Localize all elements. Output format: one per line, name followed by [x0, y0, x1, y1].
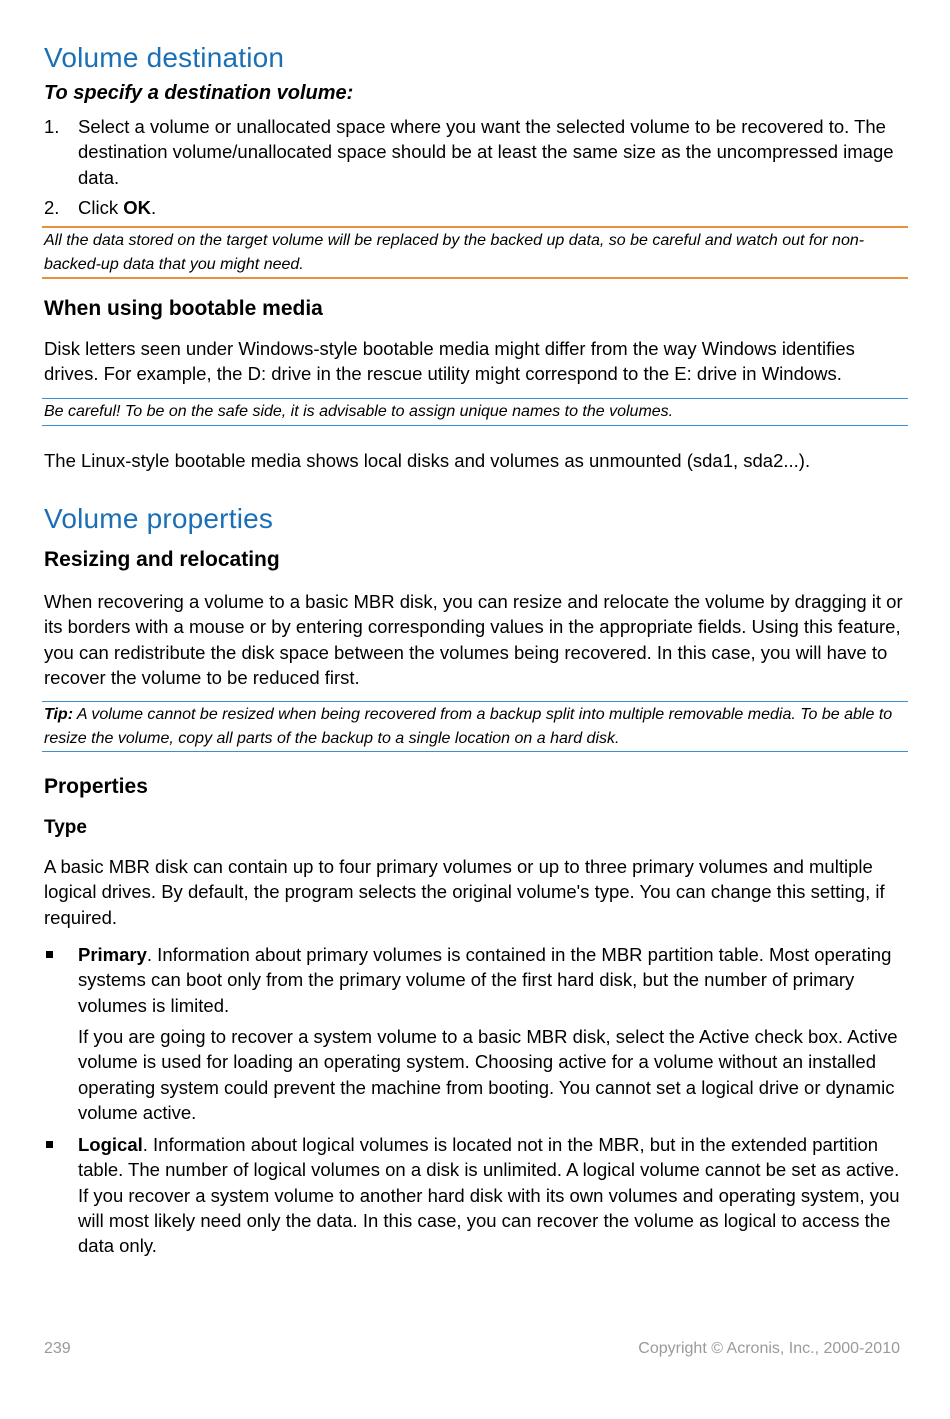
- paragraph: Disk letters seen under Windows-style bootable media might differ from the way Windows identifies drives. For example, the D: drive in the rescue utility might correspond to the E: drive in Windows.: [44, 338, 855, 385]
- procedure-title: To specify a destination volume:: [44, 82, 354, 104]
- step-text: Select a volume or unallocated space where you want the selected volume to be recovered to. The destination volume/unallocated space should be at least the same size as the uncompressed image data.: [78, 116, 894, 188]
- bullet-marker: [46, 1141, 53, 1148]
- page-number: 239: [44, 1340, 71, 1357]
- section-title-volume-properties: Volume properties: [44, 503, 274, 534]
- step-number: 1.: [44, 116, 60, 137]
- section-title-volume-destination: Volume destination: [44, 42, 285, 73]
- list-item-primary-detail: If you are going to recover a system volume to a basic MBR disk, select the Active check box. Active volume is used for loading an operating system. Choosing active for a volume without an installed operating system could prevent the machine from booting. You cannot set a logical drive or dynamic volume active.: [78, 1026, 898, 1123]
- heading-properties: Properties: [44, 775, 148, 798]
- warning-note: All the data stored on the target volume will be replaced by the backed up data, so be careful and watch out for non-backed-up data that you might need.: [42, 226, 908, 279]
- paragraph: The Linux-style bootable media shows local disks and volumes as unmounted (sda1, sda2...).: [44, 450, 811, 471]
- paragraph: When recovering a volume to a basic MBR disk, you can resize and relocate the volume by dragging it or its borders with a mouse or by entering corresponding values in the appropriate fields. Using this feature, you can redistribute the disk space between the volumes being recovered. In this case, you will have to recover the volume to be reduced first.: [44, 591, 903, 688]
- copyright: Copyright © Acronis, Inc., 2000-2010: [638, 1340, 900, 1357]
- step-number: 2.: [44, 197, 60, 218]
- ok-label: OK: [123, 197, 151, 218]
- list-item-primary: Primary. Information about primary volumes is contained in the MBR partition table. Most operating systems can boot only from the primary volume of the first hard disk, but the number of primary volumes is limited.: [78, 944, 892, 1016]
- tip-label: Tip:: [44, 706, 74, 723]
- tip-note: Tip: A volume cannot be resized when being recovered from a backup split into multiple removable media. To be able to resize the volume, copy all parts of the backup to a single location on a hard disk.: [42, 701, 908, 752]
- step-text: Click OK.: [78, 197, 157, 218]
- list-item-logical: Logical. Information about logical volumes is located not in the MBR, but in the extended partition table. The number of logical volumes on a disk is unlimited. A logical volume cannot be set as active. If you recover a system volume to another hard disk with its own volumes and operating system, you will most likely need only the data. In this case, you can recover the volume as logical to access the data only.: [78, 1134, 900, 1257]
- heading-bootable-media: When using bootable media: [44, 297, 323, 320]
- paragraph: A basic MBR disk can contain up to four primary volumes or up to three primary volumes and multiple logical drives. By default, the program selects the original volume's type. You can change this setting, if required.: [44, 856, 885, 928]
- bullet-marker: [46, 951, 53, 958]
- heading-resizing: Resizing and relocating: [44, 548, 280, 571]
- heading-type: Type: [44, 817, 87, 838]
- caution-note: Be careful! To be on the safe side, it is advisable to assign unique names to the volumes.: [42, 398, 908, 426]
